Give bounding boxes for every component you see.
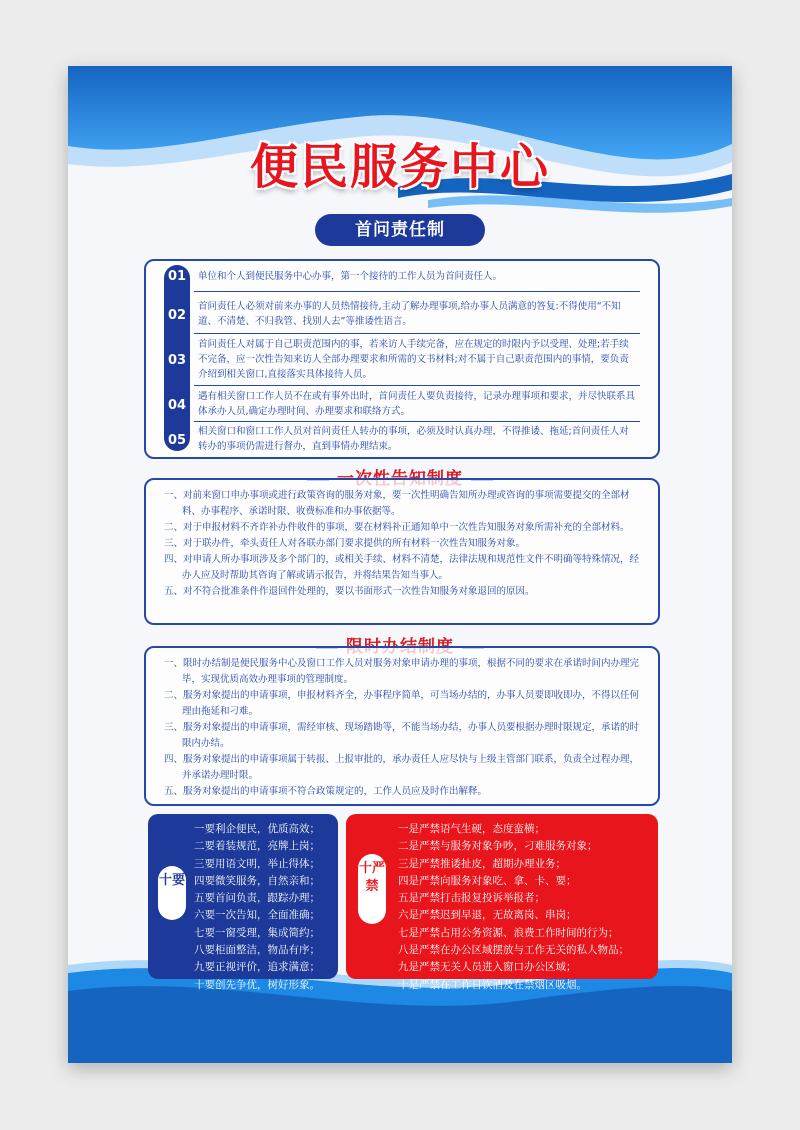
divider: [194, 421, 640, 422]
item-text: 首问责任人对属于自己职责范围内的事，若来访人手续完备，应在规定的时限内予以受理、处理;若手续不完备，应一次性告知来访人全部办理要求和所需的文书材料;对不属于自己职责范围内的事情，要负责介绍到相关窗口,直接落实具体接待人员。: [198, 339, 629, 380]
list-item: 一要利企便民，优质高效；: [194, 823, 320, 835]
list-item: 九是严禁无关人员进入窗口办公区域；: [398, 961, 577, 974]
list-item: 五是严禁打击报复投诉举报者；: [398, 892, 545, 905]
list-item: 三是严禁推诿扯皮，超期办理业务；: [398, 857, 566, 870]
ten-prohibitions-panel: [346, 814, 658, 991]
ten-musts-panel: [148, 814, 338, 991]
time-limit-box: [144, 646, 660, 806]
item-number: 02: [167, 308, 187, 323]
divider: [194, 333, 640, 334]
item-number: 04: [167, 398, 187, 413]
list-item: 六是严禁迟到早退，无故离岗、串岗；: [398, 909, 577, 922]
list-item: 八是严禁在办公区域摆放与工作无关的私人物品；: [398, 944, 629, 957]
list-item: 十要创先争优，树好形象。: [194, 978, 320, 991]
one-time-notice-list: [164, 488, 640, 600]
item-number: 01: [167, 269, 187, 284]
item-text: 遇有相关窗口工作人员不在或有事外出时，首问责任人要负责接待，记录办理事项和要求，并尽快联系具体承办人员,确定办理时间、办理要求和联络方式。: [198, 391, 636, 417]
divider: [194, 291, 640, 292]
list-item: 四、服务对象提出的申请事项属于转报、上报审批的，承办责任人应尽快与上级主管部门联系，负责全过程办理，并承诺办理时限。: [164, 754, 640, 781]
first-responsibility-box: [144, 259, 660, 459]
list-item: 八要柜面整洁，物品有序；: [194, 944, 320, 957]
list-item: 一、对前来窗口申办事项或进行政策咨询的服务对象，要一次性明确告知所办理或咨询的事项需要提交的全部材料、办事程序、承诺时限、收费标准和办事依据等。: [164, 490, 630, 517]
list-item: 七是严禁占用公务资源、浪费工作时间的行为；: [398, 926, 619, 939]
list-item: 四要微笑服务，自然亲和；: [194, 874, 320, 887]
list-item: 一、限时办结制是便民服务中心及窗口工作人员对服务对象申请办理的事项，根据不同的要求在承诺时间内办理完毕，实现优质高效办理事项的管理制度。: [164, 658, 640, 685]
list-item: 二、服务对象提出的申请事项，申报材料齐全，办事程序简单，可当场办结的，办事人员要即收即办，不得以任何理由拖延和刁难。: [164, 690, 640, 717]
item-number: 03: [167, 353, 187, 368]
one-time-notice-box: [144, 478, 660, 625]
time-limit-list: [164, 656, 640, 800]
section-pill-first-responsibility: 首问责任制: [315, 214, 485, 246]
poster-title: 便民服务中心: [249, 139, 550, 195]
list-item: 二要着装规范，亮牌上岗；: [194, 840, 320, 853]
list-item: 二是严禁与服务对象争吵，刁难服务对象；: [398, 840, 598, 853]
item-text: 首问责任人必须对前来办事的人员热情接待,主动了解办理事项,给办事人员满意的答复:不得使用“不知道、不清楚、不归我管、找别人去”等推诿性语言。: [198, 301, 621, 327]
list-item: 二、对于申报材料不齐诈补办件收件的事项，要在材料补正通知单中一次性告知服务对象所需补充的全部材料。: [164, 522, 630, 533]
ten-musts-badge: 十要: [158, 866, 186, 920]
list-item: 五、对不符合批准条件作退回件处理的，要以书面形式一次性告知服务对象退回的原因。: [164, 586, 535, 597]
item-text: 单位和个人到便民服务中心办事，第一个接待的工作人员为首问责任人。: [198, 271, 503, 282]
list-item: 九要正视评价，追求满意；: [194, 961, 320, 974]
list-item: 十是严禁在工作日饮酒及在禁烟区吸烟。: [398, 978, 587, 991]
poster: [68, 66, 732, 1063]
list-item: 五、服务对象提出的申请事项不符合政策规定的，工作人员应及时作出解释。: [164, 786, 488, 797]
list-item: 七要一窗受理，集成简约；: [194, 926, 320, 939]
ten-prohibitions-list: [398, 821, 629, 994]
list-item: 五要首问负责，跟踪办理；: [194, 892, 320, 905]
ten-prohibitions-badge: 十严禁: [358, 854, 386, 924]
list-item: 四、对申请人所办事项涉及多个部门的，或相关手续、材料不清楚，法律法规和规范性文件不明确等特殊情况，经办人应及时帮助其咨询了解或请示报告，并将结果告知当事人。: [164, 554, 640, 581]
ten-musts-list: [194, 821, 320, 994]
item-number: 05: [167, 433, 187, 448]
list-item: 六要一次告知，全面准确；: [194, 909, 320, 922]
list-item: 三、服务对象提出的申请事项，需经审核、现场踏勘等，不能当场办结，办事人员要根据办理时限规定，承诺的时限内办结。: [164, 722, 640, 749]
list-item: 一是严禁语气生硬，态度蛮横；: [398, 823, 545, 835]
divider: [194, 385, 640, 386]
list-item: 三要用语文明，举止得体；: [194, 857, 320, 870]
list-item: 三、对于联办件，牵头责任人对各联办部门要求提供的所有材料一次性告知服务对象。: [164, 538, 526, 549]
item-text: 相关窗口和窗口工作人员对首问责任人转办的事项，必须及时认真办理，不得推诿、拖延;首问责任人对转办的事项仍需进行督办，直到事情办理结束。: [198, 426, 629, 452]
list-item: 四是严禁向服务对象吃、拿、卡、要；: [398, 874, 577, 887]
